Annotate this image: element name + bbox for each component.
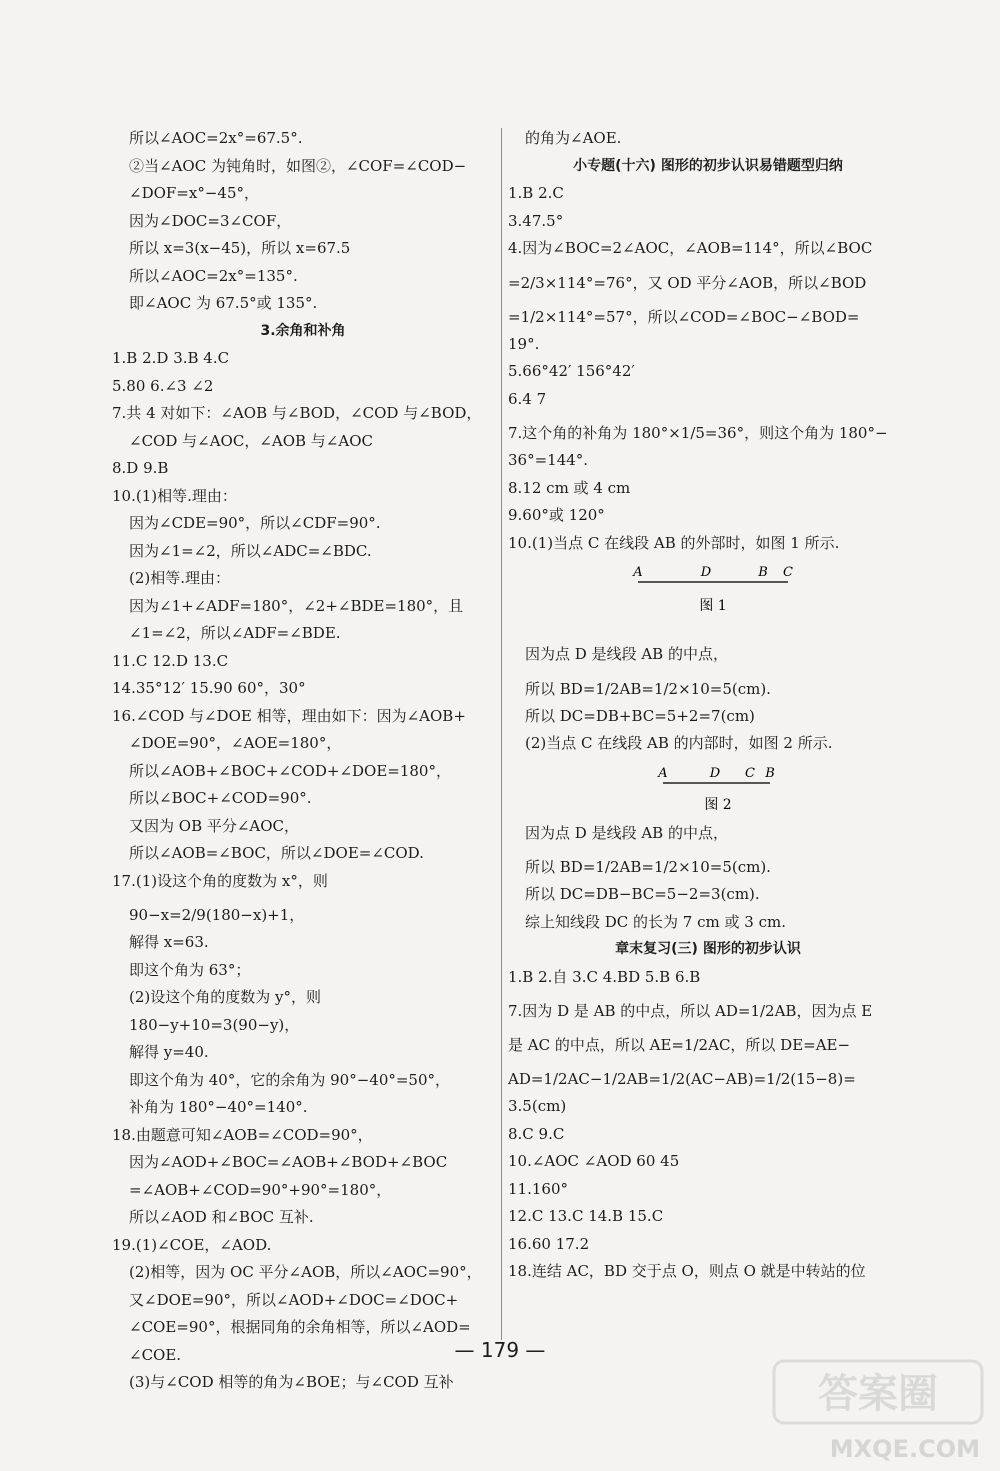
answer-line: 所以∠AOD 和∠BOC 互补.	[129, 1208, 314, 1226]
answer-line: 5.66°42′ 156°42′	[508, 362, 635, 380]
answer-line: 7.因为 D 是 AB 的中点，所以 AD=1/2AB，因为点 E	[508, 1002, 873, 1020]
answer-line: 又∠DOE=90°，所以∠AOD+∠DOC=∠DOC+	[129, 1290, 459, 1309]
answer-line: 8.C 9.C	[508, 1124, 565, 1143]
point-label: A	[633, 565, 643, 580]
answer-line: 所以∠AOC=2x°=135°.	[129, 266, 298, 285]
answer-line: ∠COE=90°，根据同角的余角相等，所以∠AOD=	[129, 1318, 471, 1336]
answer-line: 所以 x=3(x−45)，所以 x=67.5	[129, 239, 351, 257]
answer-line: 所以∠AOC=2x°=67.5°.	[129, 129, 303, 147]
answer-line: 90−x=2/9(180−x)+1，	[129, 906, 305, 924]
answer-line: 补角为 180°−40°=140°.	[129, 1098, 308, 1116]
answer-line: 36°=144°.	[508, 451, 589, 469]
answer-line: 所以 DC=DB+BC=5+2=7(cm)	[525, 706, 755, 725]
answer-line: 19°.	[508, 334, 540, 353]
answer-line: 因为∠AOD+∠BOC=∠AOB+∠BOD+∠BOC	[129, 1153, 448, 1171]
answer-line: 因为∠CDE=90°，所以∠CDF=90°.	[129, 514, 381, 532]
answer-line: ∠COD 与∠AOC，∠AOB 与∠AOC	[129, 431, 373, 450]
answer-line: 3.47.5°	[508, 211, 564, 230]
answer-line: 所以∠AOB+∠BOC+∠COD+∠DOE=180°，	[129, 761, 451, 780]
section-heading: 小专题(十六) 图形的初步认识易错题型归纳	[573, 157, 843, 174]
answer-line: (2)设这个角的度数为 y°，则	[129, 988, 321, 1006]
point-label: C	[783, 565, 793, 580]
answer-line: 的角为∠AOE.	[525, 129, 622, 147]
section-heading: 3.余角和补角	[260, 322, 346, 339]
answer-line: 9.60°或 120°	[508, 506, 605, 524]
figure-caption: 图 2	[704, 796, 732, 813]
answer-line: 即这个角为 63°；	[129, 960, 251, 979]
answer-line: 18.由题意可知∠AOB=∠COD=90°，	[112, 1125, 373, 1144]
answer-line: 所以∠AOB=∠BOC，所以∠DOE=∠COD.	[129, 844, 424, 862]
watermark-text: 答案圈	[818, 1371, 938, 1417]
answer-line: 因为∠1=∠2，所以∠ADC=∠BDC.	[129, 541, 372, 560]
answer-line: (2)当点 C 在线段 AB 的内部时，如图 2 所示.	[525, 734, 833, 752]
answer-line: 16.60 17.2	[508, 1234, 590, 1253]
answer-line: 180−y+10=3(90−y)，	[129, 1015, 300, 1034]
answer-line: 3.5(cm)	[508, 1097, 567, 1115]
answer-line: ∠1=∠2，所以∠ADF=∠BDE.	[129, 624, 341, 642]
answer-line: ∠DOE=90°，∠AOE=180°，	[129, 734, 342, 752]
watermark-badge-icon	[768, 1353, 988, 1433]
answer-line: (3)与∠COD 相等的角为∠BOE；与∠COD 互补	[129, 1373, 454, 1391]
answer-line: 5.80 6.∠3 ∠2	[112, 376, 214, 395]
answer-line: 所以∠BOC+∠COD=90°.	[129, 789, 312, 807]
answer-line: ∠COE.	[129, 1345, 182, 1364]
answer-line: =1/2×114°=57°，所以∠COD=∠BOC−∠BOD=	[508, 307, 860, 326]
answer-line: 即∠AOC 为 67.5°或 135°.	[129, 294, 318, 312]
answer-line: 7.这个角的补角为 180°×1/5=36°，则这个角为 180°−	[508, 424, 888, 442]
answer-line: 8.12 cm 或 4 cm	[508, 478, 631, 497]
answer-line: (2)相等.理由：	[129, 569, 231, 587]
point-label: D	[709, 765, 721, 781]
answer-line: 10.(1)当点 C 在线段 AB 的外部时，如图 1 所示.	[508, 533, 840, 552]
answer-line: 16.∠COD 与∠DOE 相等，理由如下：因为∠AOB+	[112, 706, 466, 725]
answer-line: 因为∠DOC=3∠COF，	[129, 211, 292, 230]
answer-line: =2/3×114°=76°，又 OD 平分∠AOB，所以∠BOD	[508, 273, 867, 292]
section-heading: 章末复习(三) 图形的初步认识	[615, 941, 801, 957]
answer-line: 所以 BD=1/2AB=1/2×10=5(cm).	[525, 679, 771, 698]
answer-line: 6.4 7	[508, 389, 547, 408]
segment-figure-fig2	[508, 761, 908, 819]
point-label: D	[700, 565, 712, 580]
answer-line: 18.连结 AC，BD 交于点 O，则点 O 就是中转站的位	[508, 1262, 866, 1280]
answer-line: 11.160°	[508, 1179, 568, 1198]
answer-line: 12.C 13.C 14.B 15.C	[508, 1207, 664, 1225]
point-label: A	[658, 765, 668, 781]
segment-figure-fig1	[508, 560, 908, 640]
answer-line: 4.因为∠BOC=2∠AOC，∠AOB=114°，所以∠BOC	[508, 239, 873, 257]
answer-line: 因为∠1+∠ADF=180°，∠2+∠BDE=180°，且	[129, 596, 464, 615]
line-segment-diagram	[508, 560, 908, 640]
answer-line: 19.(1)∠COE，∠AOD.	[112, 1235, 272, 1254]
line-segment-diagram	[508, 761, 908, 819]
answer-line: 即这个角为 40°，它的余角为 90°−40°=50°，	[129, 1070, 451, 1089]
point-label: B	[758, 565, 768, 580]
answer-line: 解得 x=63.	[129, 933, 209, 951]
point-label: B	[765, 765, 775, 781]
answer-line: 所以 BD=1/2AB=1/2×10=5(cm).	[525, 858, 771, 876]
answer-line: (2)相等，因为 OC 平分∠AOB，所以∠AOC=90°，	[129, 1263, 482, 1281]
watermark-url: MXQE.COM	[829, 1435, 980, 1463]
page-number: — 179 —	[454, 1338, 546, 1362]
answer-line: 所以 DC=DB−BC=5−2=3(cm).	[525, 885, 760, 903]
answer-line: 因为点 D 是线段 AB 的中点，	[525, 645, 728, 663]
answer-line: 1.B 2.C	[508, 184, 564, 202]
watermark-logo	[768, 1353, 988, 1463]
answer-line: ∠DOF=x°−45°，	[129, 184, 259, 202]
column-divider	[501, 128, 502, 1340]
answer-line: 8.D 9.B	[112, 459, 169, 477]
answer-line: 是 AC 的中点，所以 AE=1/2AC，所以 DE=AE−	[508, 1036, 851, 1054]
answer-line: 又因为 OB 平分∠AOC，	[129, 816, 300, 835]
answer-line: 解得 y=40.	[129, 1043, 209, 1061]
answer-line: 1.B 2.自 3.C 4.BD 5.B 6.B	[508, 967, 701, 986]
answer-line: 11.C 12.D 13.C	[112, 651, 229, 670]
answer-line: 因为点 D 是线段 AB 的中点，	[525, 823, 728, 842]
answer-line: 17.(1)设这个角的度数为 x°，则	[112, 871, 328, 890]
answer-line: 10.∠AOC ∠AOD 60 45	[508, 1152, 680, 1170]
answer-line: 综上知线段 DC 的长为 7 cm 或 3 cm.	[525, 912, 786, 931]
figure-caption: 图 1	[699, 598, 727, 614]
answer-line: 14.35°12′ 15.90 60°，30°	[112, 679, 306, 697]
answer-line: 7.共 4 对如下：∠AOB 与∠BOD，∠COD 与∠BOD，	[112, 404, 482, 422]
answer-line: =∠AOB+∠COD=90°+90°=180°，	[129, 1180, 392, 1199]
point-label: C	[745, 765, 755, 781]
answer-line: 10.(1)相等.理由：	[112, 486, 237, 505]
answer-line: AD=1/2AC−1/2AB=1/2(AC−AB)=1/2(15−8)=	[508, 1070, 856, 1088]
answer-line: 1.B 2.D 3.B 4.C	[112, 349, 230, 367]
answer-line: ②当∠AOC 为钝角时，如图②，∠COF=∠COD−	[129, 156, 467, 175]
